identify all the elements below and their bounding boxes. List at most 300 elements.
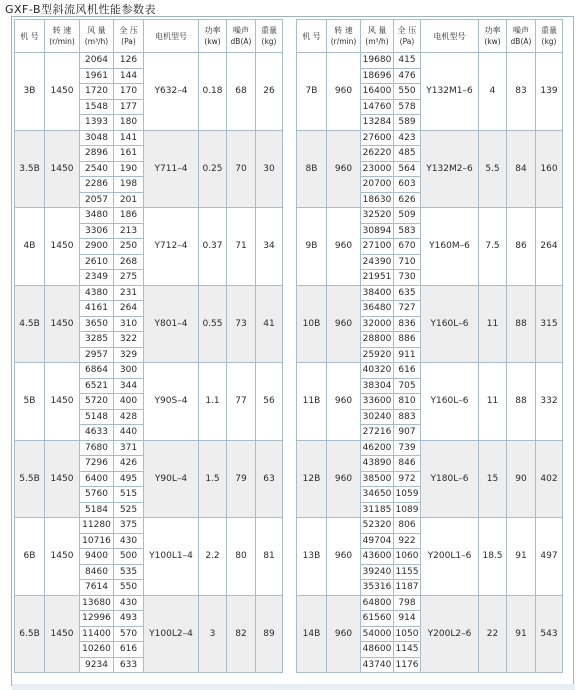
noise-cell: 91 xyxy=(507,595,536,673)
power-cell: 11 xyxy=(479,285,507,363)
motor-cell: Y160L–6 xyxy=(421,363,479,441)
pressure-cell: 177 xyxy=(114,99,144,115)
table-row xyxy=(297,518,563,534)
pressure-cell: 670 xyxy=(394,239,421,255)
model-group xyxy=(15,363,283,441)
motor-cell: Y200L2–6 xyxy=(421,595,479,673)
airflow-cell: 18696 xyxy=(361,68,394,84)
pressure-cell: 616 xyxy=(114,642,144,658)
power-cell: 1.5 xyxy=(199,440,227,518)
power-cell: 18.5 xyxy=(479,518,507,596)
header-airflow: 风 量 (m³/h) xyxy=(361,20,394,53)
pressure-cell: 515 xyxy=(114,487,144,503)
model-cell: 11B xyxy=(297,363,327,441)
power-cell: 3 xyxy=(199,595,227,673)
table-row xyxy=(297,440,563,456)
airflow-cell: 11400 xyxy=(80,626,114,642)
header-row xyxy=(297,20,563,53)
pressure-cell: 423 xyxy=(394,130,421,146)
weight-cell: 332 xyxy=(536,363,563,441)
airflow-cell: 10260 xyxy=(80,642,114,658)
motor-cell: Y90S–4 xyxy=(144,363,199,441)
pressure-cell: 633 xyxy=(114,657,144,673)
model-cell: 5.5B xyxy=(15,440,45,518)
motor-cell: Y711–4 xyxy=(144,130,199,208)
pressure-cell: 1050 xyxy=(394,626,421,642)
airflow-cell: 64800 xyxy=(361,595,394,611)
header-airflow: 风 量 (m³/h) xyxy=(80,20,114,53)
table-row xyxy=(297,53,563,69)
pressure-cell: 170 xyxy=(114,84,144,100)
performance-table-right xyxy=(296,19,563,673)
airflow-cell: 1548 xyxy=(80,99,114,115)
pressure-cell: 1155 xyxy=(394,564,421,580)
model-cell: 5B xyxy=(15,363,45,441)
pressure-cell: 493 xyxy=(114,611,144,627)
noise-cell: 82 xyxy=(227,595,256,673)
table-row xyxy=(15,208,283,224)
airflow-cell: 43600 xyxy=(361,549,394,565)
model-cell: 4B xyxy=(15,208,45,286)
pressure-cell: 310 xyxy=(114,316,144,332)
pressure-cell: 535 xyxy=(114,564,144,580)
pressure-cell: 907 xyxy=(394,425,421,441)
header-power: 功率 (kw) xyxy=(479,20,507,53)
performance-table-left xyxy=(14,19,283,673)
airflow-cell: 46200 xyxy=(361,440,394,456)
speed-cell: 960 xyxy=(327,518,361,596)
header-speed: 转 速 (r/min) xyxy=(327,20,361,53)
speed-cell: 960 xyxy=(327,285,361,363)
pressure-cell: 144 xyxy=(114,68,144,84)
weight-cell: 497 xyxy=(536,518,563,596)
airflow-cell: 27600 xyxy=(361,130,394,146)
pressure-cell: 275 xyxy=(114,270,144,286)
airflow-cell: 7614 xyxy=(80,580,114,596)
noise-cell: 91 xyxy=(507,518,536,596)
airflow-cell: 16400 xyxy=(361,84,394,100)
table-row xyxy=(297,285,563,301)
header-weight: 重量 (kg) xyxy=(536,20,563,53)
airflow-cell: 48600 xyxy=(361,642,394,658)
airflow-cell: 30240 xyxy=(361,409,394,425)
airflow-cell: 3650 xyxy=(80,316,114,332)
model-group xyxy=(297,363,563,441)
airflow-cell: 1961 xyxy=(80,68,114,84)
airflow-cell: 2064 xyxy=(80,53,114,69)
airflow-cell: 2896 xyxy=(80,146,114,162)
pressure-cell: 371 xyxy=(114,440,144,456)
table-row xyxy=(15,53,283,69)
airflow-cell: 27216 xyxy=(361,425,394,441)
airflow-cell: 31185 xyxy=(361,502,394,518)
pressure-cell: 426 xyxy=(114,456,144,472)
pressure-cell: 806 xyxy=(394,518,421,534)
airflow-cell: 2900 xyxy=(80,239,114,255)
airflow-cell: 4380 xyxy=(80,285,114,301)
model-group xyxy=(15,130,283,208)
airflow-cell: 5184 xyxy=(80,502,114,518)
pressure-cell: 300 xyxy=(114,363,144,379)
pressure-cell: 161 xyxy=(114,146,144,162)
speed-cell: 1450 xyxy=(45,53,80,131)
power-cell: 0.25 xyxy=(199,130,227,208)
motor-cell: Y160L–6 xyxy=(421,285,479,363)
header-weight: 重量 (kg) xyxy=(256,20,283,53)
pressure-cell: 198 xyxy=(114,177,144,193)
model-group xyxy=(297,130,563,208)
model-cell: 6B xyxy=(15,518,45,596)
airflow-cell: 7296 xyxy=(80,456,114,472)
airflow-cell: 25920 xyxy=(361,347,394,363)
noise-cell: 68 xyxy=(227,53,256,131)
model-cell: 14B xyxy=(297,595,327,673)
airflow-cell: 38304 xyxy=(361,378,394,394)
pressure-cell: 231 xyxy=(114,285,144,301)
noise-cell: 80 xyxy=(227,518,256,596)
speed-cell: 1450 xyxy=(45,518,80,596)
airflow-cell: 3306 xyxy=(80,223,114,239)
pressure-cell: 264 xyxy=(114,301,144,317)
power-cell: 22 xyxy=(479,595,507,673)
weight-cell: 63 xyxy=(256,440,283,518)
pressure-cell: 583 xyxy=(394,223,421,239)
airflow-cell: 2057 xyxy=(80,192,114,208)
header-power: 功率 (kw) xyxy=(199,20,227,53)
weight-cell: 34 xyxy=(256,208,283,286)
airflow-cell: 30894 xyxy=(361,223,394,239)
pressure-cell: 883 xyxy=(394,409,421,425)
speed-cell: 1450 xyxy=(45,595,80,673)
header-noise: 噪声 dB(A) xyxy=(507,20,536,53)
header-pressure: 全 压 (Pa) xyxy=(394,20,421,53)
pressure-cell: 1060 xyxy=(394,549,421,565)
airflow-cell: 7680 xyxy=(80,440,114,456)
pressure-cell: 250 xyxy=(114,239,144,255)
model-group xyxy=(15,285,283,363)
airflow-cell: 54000 xyxy=(361,626,394,642)
airflow-cell: 24390 xyxy=(361,254,394,270)
table-row xyxy=(297,130,563,146)
header-noise: 噪声 dB(A) xyxy=(227,20,256,53)
model-cell: 8B xyxy=(297,130,327,208)
pressure-cell: 1145 xyxy=(394,642,421,658)
page-title: GXF-B型斜流风机性能参数表 xyxy=(5,3,157,16)
airflow-cell: 3285 xyxy=(80,332,114,348)
pressure-cell: 810 xyxy=(394,394,421,410)
pressure-cell: 564 xyxy=(394,161,421,177)
speed-cell: 960 xyxy=(327,440,361,518)
pressure-cell: 440 xyxy=(114,425,144,441)
pressure-cell: 375 xyxy=(114,518,144,534)
noise-cell: 86 xyxy=(507,208,536,286)
pressure-cell: 485 xyxy=(394,146,421,162)
model-group xyxy=(297,208,563,286)
airflow-cell: 38500 xyxy=(361,471,394,487)
pressure-cell: 886 xyxy=(394,332,421,348)
weight-cell: 81 xyxy=(256,518,283,596)
pressure-cell: 344 xyxy=(114,378,144,394)
weight-cell: 30 xyxy=(256,130,283,208)
noise-cell: 83 xyxy=(507,53,536,131)
airflow-cell: 43890 xyxy=(361,456,394,472)
footer-strip xyxy=(12,684,575,690)
airflow-cell: 52320 xyxy=(361,518,394,534)
pressure-cell: 430 xyxy=(114,595,144,611)
pressure-cell: 190 xyxy=(114,161,144,177)
speed-cell: 1450 xyxy=(45,285,80,363)
pressure-cell: 616 xyxy=(394,363,421,379)
airflow-cell: 4161 xyxy=(80,301,114,317)
pressure-cell: 846 xyxy=(394,456,421,472)
airflow-cell: 3480 xyxy=(80,208,114,224)
model-group xyxy=(15,518,283,596)
noise-cell: 84 xyxy=(507,130,536,208)
airflow-cell: 2540 xyxy=(80,161,114,177)
airflow-cell: 9400 xyxy=(80,549,114,565)
pressure-cell: 428 xyxy=(114,409,144,425)
pressure-cell: 186 xyxy=(114,208,144,224)
airflow-cell: 8460 xyxy=(80,564,114,580)
airflow-cell: 5760 xyxy=(80,487,114,503)
motor-cell: Y100L1–4 xyxy=(144,518,199,596)
speed-cell: 1450 xyxy=(45,208,80,286)
speed-cell: 960 xyxy=(327,595,361,673)
pressure-cell: 1089 xyxy=(394,502,421,518)
model-group xyxy=(15,208,283,286)
header-row xyxy=(15,20,283,53)
airflow-cell: 9234 xyxy=(80,657,114,673)
airflow-cell: 26220 xyxy=(361,146,394,162)
noise-cell: 79 xyxy=(227,440,256,518)
motor-cell: Y200L1–6 xyxy=(421,518,479,596)
model-cell: 7B xyxy=(297,53,327,131)
table-row xyxy=(15,595,283,611)
weight-cell: 89 xyxy=(256,595,283,673)
model-group xyxy=(297,595,563,673)
pressure-cell: 710 xyxy=(394,254,421,270)
pressure-cell: 589 xyxy=(394,115,421,131)
noise-cell: 77 xyxy=(227,363,256,441)
pressure-cell: 1059 xyxy=(394,487,421,503)
airflow-cell: 2610 xyxy=(80,254,114,270)
pressure-cell: 201 xyxy=(114,192,144,208)
airflow-cell: 20700 xyxy=(361,177,394,193)
power-cell: 11 xyxy=(479,363,507,441)
motor-cell: Y90L–4 xyxy=(144,440,199,518)
airflow-cell: 13284 xyxy=(361,115,394,131)
airflow-cell: 4633 xyxy=(80,425,114,441)
model-group xyxy=(297,440,563,518)
airflow-cell: 5148 xyxy=(80,409,114,425)
pressure-cell: 705 xyxy=(394,378,421,394)
power-cell: 5.5 xyxy=(479,130,507,208)
pressure-cell: 727 xyxy=(394,301,421,317)
noise-cell: 71 xyxy=(227,208,256,286)
airflow-cell: 33600 xyxy=(361,394,394,410)
header-motor: 电机型号 xyxy=(421,20,479,53)
airflow-cell: 21951 xyxy=(361,270,394,286)
pressure-cell: 141 xyxy=(114,130,144,146)
pressure-cell: 500 xyxy=(114,549,144,565)
motor-cell: Y801–4 xyxy=(144,285,199,363)
airflow-cell: 2286 xyxy=(80,177,114,193)
weight-cell: 543 xyxy=(536,595,563,673)
pressure-cell: 550 xyxy=(394,84,421,100)
airflow-cell: 2957 xyxy=(80,347,114,363)
airflow-cell: 6400 xyxy=(80,471,114,487)
table-row xyxy=(15,363,283,379)
weight-cell: 264 xyxy=(536,208,563,286)
pressure-cell: 730 xyxy=(394,270,421,286)
motor-cell: Y180L–6 xyxy=(421,440,479,518)
airflow-cell: 36480 xyxy=(361,301,394,317)
model-cell: 3.5B xyxy=(15,130,45,208)
pressure-cell: 914 xyxy=(394,611,421,627)
airflow-cell: 34650 xyxy=(361,487,394,503)
model-cell: 4.5B xyxy=(15,285,45,363)
motor-cell: Y132M2–6 xyxy=(421,130,479,208)
airflow-cell: 12996 xyxy=(80,611,114,627)
airflow-cell: 32000 xyxy=(361,316,394,332)
airflow-cell: 43740 xyxy=(361,657,394,673)
airflow-cell: 40320 xyxy=(361,363,394,379)
power-cell: 2.2 xyxy=(199,518,227,596)
pressure-cell: 570 xyxy=(114,626,144,642)
weight-cell: 41 xyxy=(256,285,283,363)
airflow-cell: 19680 xyxy=(361,53,394,69)
pressure-cell: 495 xyxy=(114,471,144,487)
airflow-cell: 5720 xyxy=(80,394,114,410)
speed-cell: 960 xyxy=(327,208,361,286)
airflow-cell: 61560 xyxy=(361,611,394,627)
table-row xyxy=(15,285,283,301)
speed-cell: 960 xyxy=(327,130,361,208)
noise-cell: 88 xyxy=(507,363,536,441)
model-cell: 3B xyxy=(15,53,45,131)
airflow-cell: 38400 xyxy=(361,285,394,301)
power-cell: 4 xyxy=(479,53,507,131)
airflow-cell: 2349 xyxy=(80,270,114,286)
header-speed: 转 速 (r/min) xyxy=(45,20,80,53)
model-cell: 12B xyxy=(297,440,327,518)
weight-cell: 56 xyxy=(256,363,283,441)
pressure-cell: 635 xyxy=(394,285,421,301)
motor-cell: Y100L2–4 xyxy=(144,595,199,673)
weight-cell: 402 xyxy=(536,440,563,518)
noise-cell: 88 xyxy=(507,285,536,363)
pressure-cell: 180 xyxy=(114,115,144,131)
header-model: 机 号 xyxy=(297,20,327,53)
model-group xyxy=(297,53,563,131)
weight-cell: 315 xyxy=(536,285,563,363)
table-row xyxy=(15,518,283,534)
table-row xyxy=(297,363,563,379)
model-group xyxy=(297,518,563,596)
airflow-cell: 14760 xyxy=(361,99,394,115)
motor-cell: Y712–4 xyxy=(144,208,199,286)
table-row xyxy=(15,130,283,146)
speed-cell: 1450 xyxy=(45,440,80,518)
power-cell: 0.55 xyxy=(199,285,227,363)
header-model: 机 号 xyxy=(15,20,45,53)
airflow-cell: 6864 xyxy=(80,363,114,379)
pressure-cell: 922 xyxy=(394,533,421,549)
pressure-cell: 509 xyxy=(394,208,421,224)
noise-cell: 70 xyxy=(227,130,256,208)
header-pressure: 全 压 (Pa) xyxy=(114,20,144,53)
pressure-cell: 972 xyxy=(394,471,421,487)
pressure-cell: 578 xyxy=(394,99,421,115)
model-cell: 6.5B xyxy=(15,595,45,673)
pressure-cell: 626 xyxy=(394,192,421,208)
motor-cell: Y632–4 xyxy=(144,53,199,131)
pressure-cell: 603 xyxy=(394,177,421,193)
speed-cell: 960 xyxy=(327,363,361,441)
speed-cell: 1450 xyxy=(45,363,80,441)
power-cell: 0.37 xyxy=(199,208,227,286)
pressure-cell: 430 xyxy=(114,533,144,549)
speed-cell: 1450 xyxy=(45,130,80,208)
power-cell: 7.5 xyxy=(479,208,507,286)
table-row xyxy=(297,208,563,224)
pressure-cell: 525 xyxy=(114,502,144,518)
airflow-cell: 11280 xyxy=(80,518,114,534)
weight-cell: 160 xyxy=(536,130,563,208)
pressure-cell: 415 xyxy=(394,53,421,69)
pressure-cell: 268 xyxy=(114,254,144,270)
motor-cell: Y132M1–6 xyxy=(421,53,479,131)
pressure-cell: 739 xyxy=(394,440,421,456)
table-row xyxy=(297,595,563,611)
table-row xyxy=(15,440,283,456)
pressure-cell: 213 xyxy=(114,223,144,239)
pressure-cell: 322 xyxy=(114,332,144,348)
airflow-cell: 10716 xyxy=(80,533,114,549)
airflow-cell: 3048 xyxy=(80,130,114,146)
pressure-cell: 836 xyxy=(394,316,421,332)
airflow-cell: 6521 xyxy=(80,378,114,394)
airflow-cell: 13680 xyxy=(80,595,114,611)
speed-cell: 960 xyxy=(327,53,361,131)
airflow-cell: 32520 xyxy=(361,208,394,224)
airflow-cell: 1720 xyxy=(80,84,114,100)
pressure-cell: 911 xyxy=(394,347,421,363)
pressure-cell: 400 xyxy=(114,394,144,410)
model-cell: 10B xyxy=(297,285,327,363)
airflow-cell: 23000 xyxy=(361,161,394,177)
motor-cell: Y160M–6 xyxy=(421,208,479,286)
pressure-cell: 1187 xyxy=(394,580,421,596)
model-group xyxy=(15,595,283,673)
airflow-cell: 35316 xyxy=(361,580,394,596)
power-cell: 15 xyxy=(479,440,507,518)
model-cell: 9B xyxy=(297,208,327,286)
weight-cell: 139 xyxy=(536,53,563,131)
airflow-cell: 18630 xyxy=(361,192,394,208)
noise-cell: 90 xyxy=(507,440,536,518)
power-cell: 0.18 xyxy=(199,53,227,131)
airflow-cell: 49704 xyxy=(361,533,394,549)
noise-cell: 73 xyxy=(227,285,256,363)
weight-cell: 26 xyxy=(256,53,283,131)
airflow-cell: 39240 xyxy=(361,564,394,580)
pressure-cell: 1176 xyxy=(394,657,421,673)
pressure-cell: 329 xyxy=(114,347,144,363)
airflow-cell: 27100 xyxy=(361,239,394,255)
airflow-cell: 28800 xyxy=(361,332,394,348)
model-group xyxy=(15,53,283,131)
